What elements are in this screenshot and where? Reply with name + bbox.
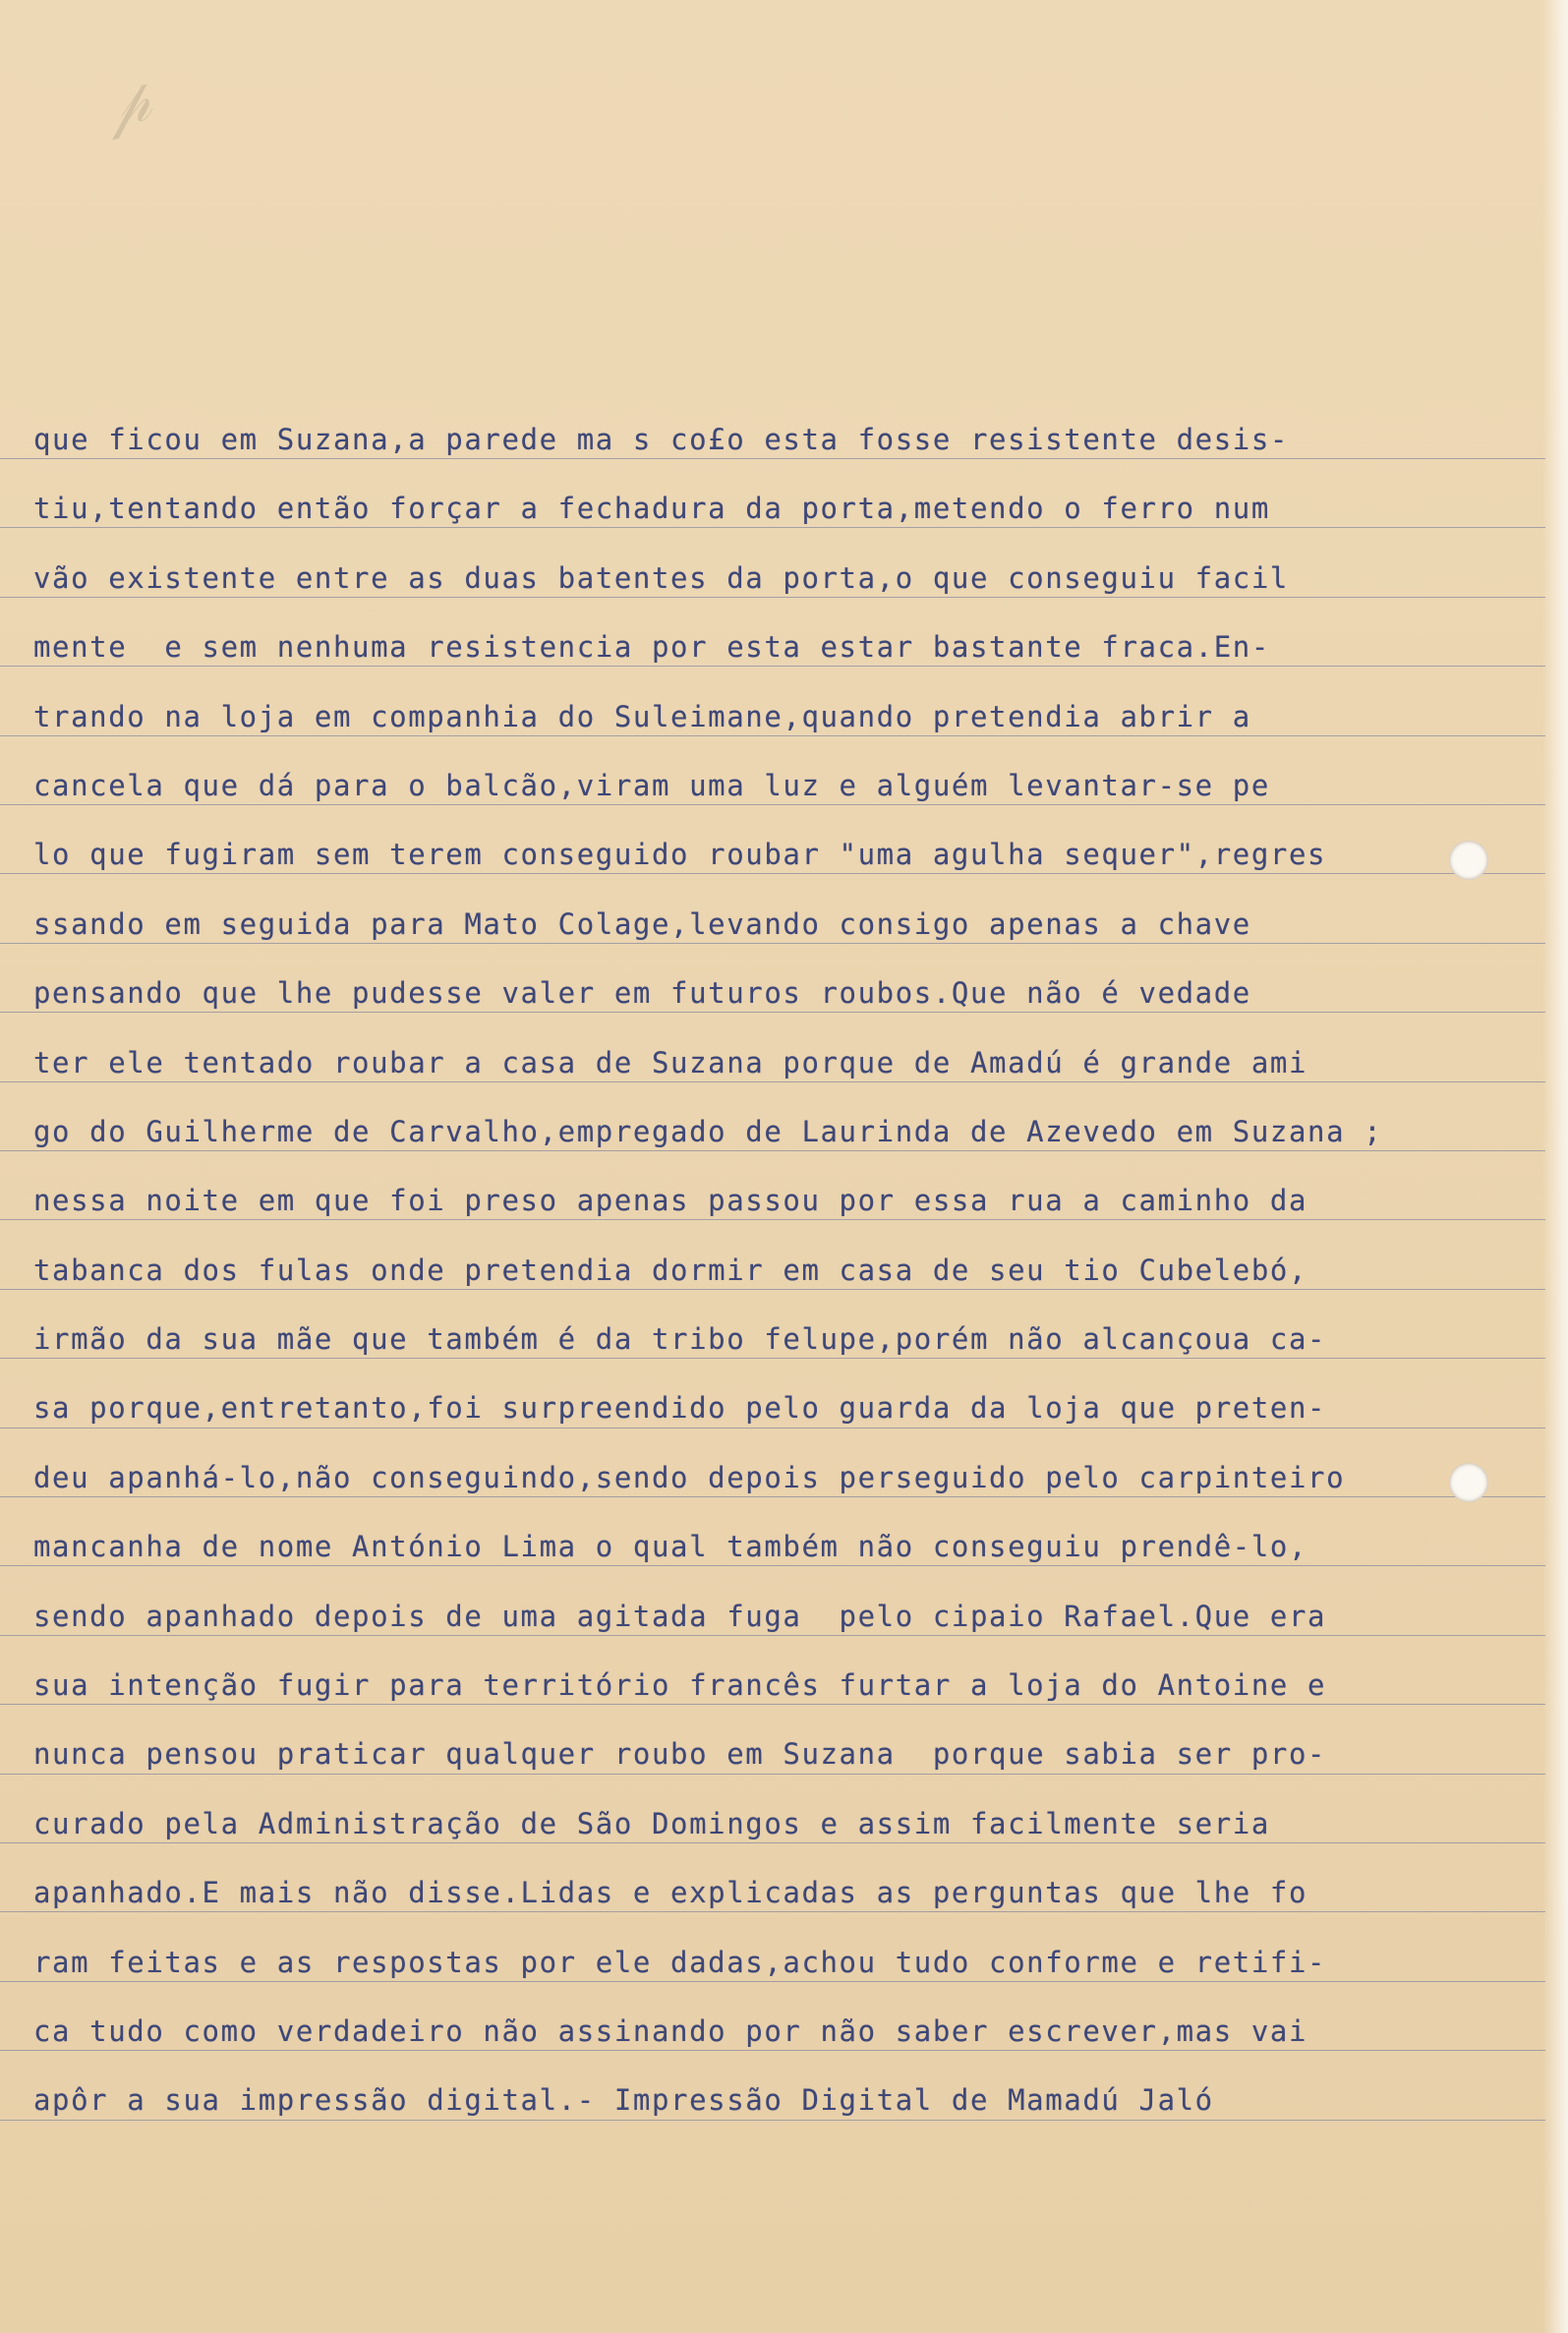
pencil-annotation-mark: 𝓅 [101,65,157,142]
text-line: curado pela Administração de São Domingos e assim facilmente seria [33,1806,1270,1840]
text-line: apanhado.E mais não disse.Lidas e explicadas as perguntas que lhe fo [33,1876,1308,1910]
punch-hole [1449,841,1488,880]
text-line: sua intenção fugir para território francês furtar a loja do Antoine e [33,1668,1327,1703]
text-line: nessa noite em que foi preso apenas passou por essa rua a caminho da [33,1184,1308,1218]
text-line: go do Guilherme de Carvalho,empregado de Laurinda de Azevedo em Suzana ; [33,1114,1383,1148]
text-line: mancanha de nome António Lima o qual também não conseguiu prendê-lo, [33,1530,1308,1564]
text-line: vão existente entre as duas batentes da porta,o que conseguiu facil [33,560,1289,595]
text-line: sendo apanhado depois de uma agitada fuga pelo cipaio Rafael.Que era [33,1599,1327,1633]
text-line: irmão da sua mãe que também é da tribo felupe,porém não alcançoua ca- [33,1322,1327,1357]
text-line: ram feitas e as respostas por ele dadas,achou tudo conforme e retifi- [33,1945,1327,1979]
text-line: lo que fugiram sem terem conseguido roubar "uma agulha sequer",regres [33,838,1327,872]
text-line: tiu,tentando então forçar a fechadura da porta,metendo o ferro num [33,492,1270,526]
text-line: sa porque,entretanto,foi surpreendido pelo guarda da loja que preten- [33,1391,1327,1426]
text-line: nunca pensou praticar qualquer roubo em Suzana porque sabia ser pro- [33,1737,1327,1772]
text-line: pensando que lhe pudesse valer em futuros roubos.Que não é vedade [33,976,1251,1011]
typewritten-text [33,423,1410,2153]
text-line: ca tudo como verdadeiro não assinando por não saber escrever,mas vai [33,2013,1308,2048]
text-line: cancela que dá para o balcão,viram uma luz e alguém levantar-se pe [33,768,1270,802]
punch-hole [1449,1463,1488,1502]
text-line: ssando em seguida para Mato Colage,levando consigo apenas a chave [33,906,1251,941]
text-line: que ficou em Suzana,a parede ma s co£o esta fosse resistente desis- [33,423,1289,456]
text-line: ter ele tentado roubar a casa de Suzana porque de Amadú é grande ami [33,1045,1308,1079]
text-line: tabanca dos fulas onde pretendia dormir em casa de seu tio Cubelebó, [33,1253,1308,1287]
text-line: apôr a sua impressão digital.- Impressão Digital de Mamadú Jaló [33,2083,1214,2118]
text-line: mente e sem nenhuma resistencia por esta estar bastante fraca.En- [33,630,1270,665]
page-edge [1542,0,1568,2333]
text-line: deu apanhá-lo,não conseguindo,sendo depois perseguido pelo carpinteiro [33,1460,1346,1494]
text-line: trando na loja em companhia do Suleimane,quando pretendia abrir a [33,699,1251,733]
